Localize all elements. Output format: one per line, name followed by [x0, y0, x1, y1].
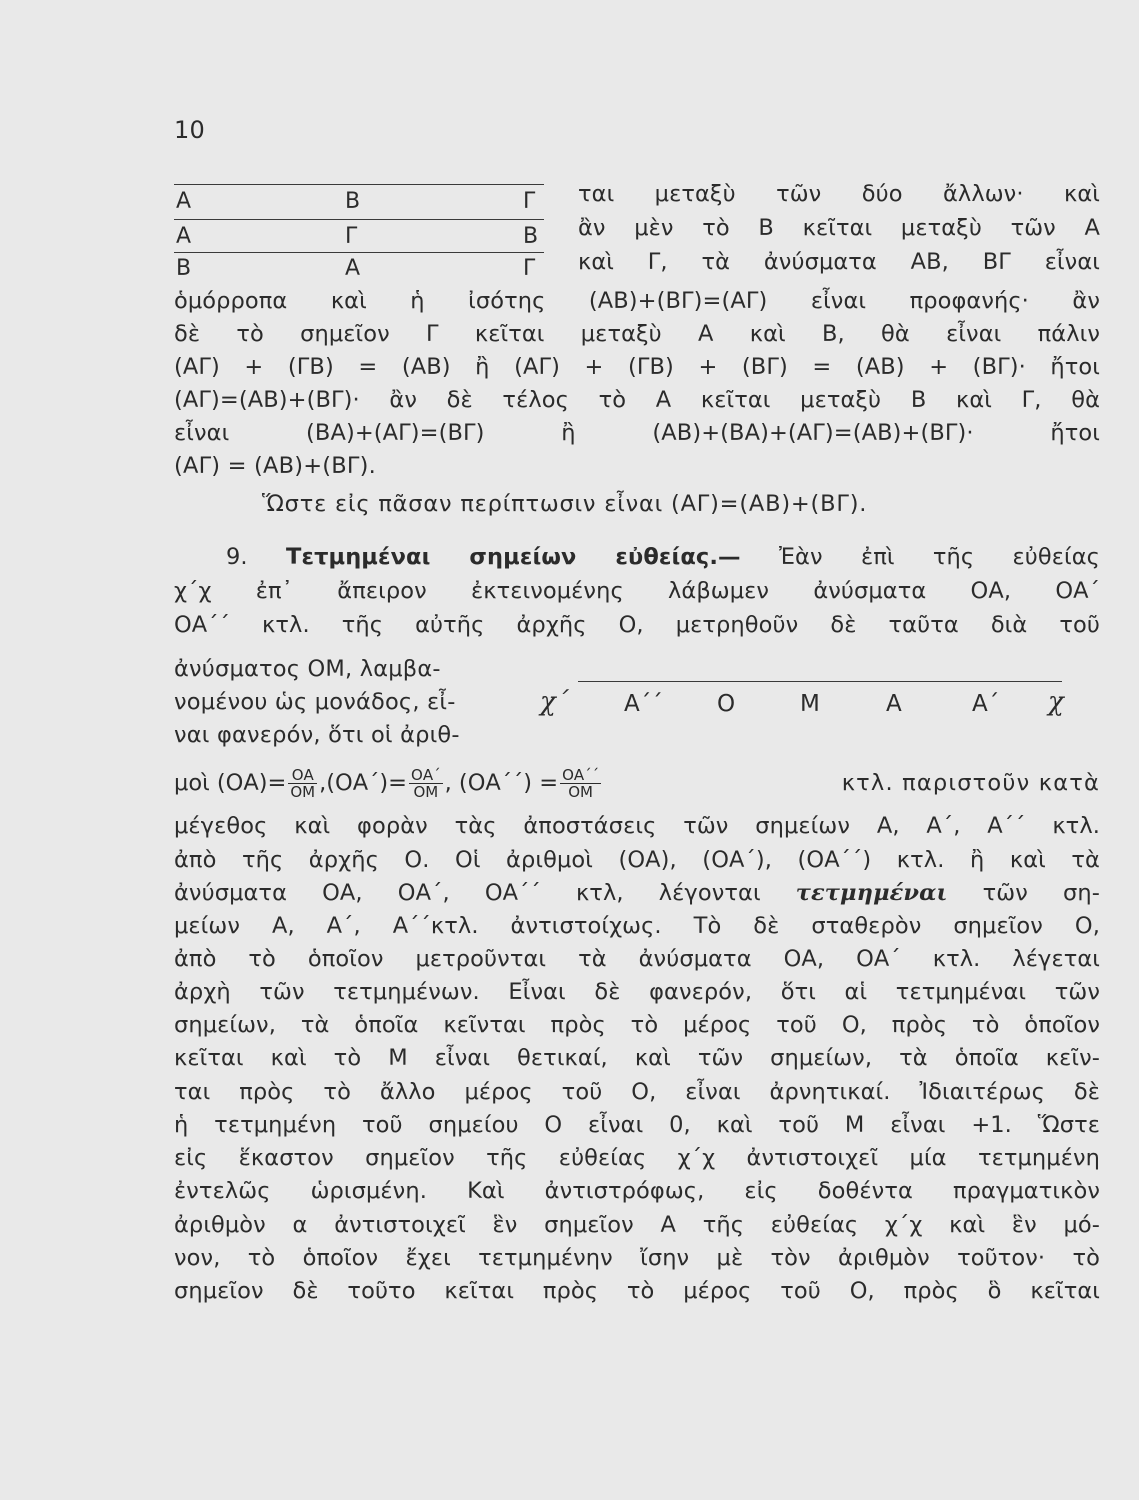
text-line: ἐντελῶς ὡρισμένη. Καὶ ἀντιστρόφως, εἰς δοθέντα πραγματικὸν	[174, 1178, 1100, 1204]
diagram-label: Γ	[523, 256, 536, 281]
section-9-first-line	[226, 543, 1100, 571]
fraction-denominator: ΟΜ	[413, 783, 439, 801]
formula-text: ,(ΟΑ΄)=	[319, 770, 408, 796]
text-line: εἶναι (ΒΑ)+(ΑΓ)=(ΒΓ) ἢ (ΑΒ)+(ΒΑ)+(ΑΓ)=(ΑΒ)+(ΒΓ)· ἤτοι	[174, 420, 1100, 446]
text-line: καὶ Γ, τὰ ἀνύσματα ΑΒ, ΒΓ εἶναι	[578, 249, 1100, 275]
text-line: κεῖται καὶ τὸ Μ εἶναι θετικαί, καὶ τῶν σημείων, τὰ ὁποῖα κεῖν-	[174, 1045, 1100, 1071]
text-line: (ΑΓ) + (ΓΒ) = (ΑΒ) ἢ (ΑΓ) + (ΓΒ) + (ΒΓ) = (ΑΒ) + (ΒΓ)· ἤτοι	[174, 354, 1100, 380]
text-line: μέγεθος καὶ φορὰν τὰς ἀποστάσεις τῶν σημείων Α, Α΄, Α΄΄ κτλ.	[174, 813, 1100, 839]
axis-label: Α	[886, 691, 902, 717]
section-number: 9.	[226, 544, 248, 570]
diagram-line-1	[174, 184, 544, 185]
fraction-denominator: ΟΜ	[290, 783, 316, 801]
diagram-label: Γ	[523, 189, 536, 214]
diagram-label: Β	[345, 189, 361, 214]
text-line: ται πρὸς τὸ ἄλλο μέρος τοῦ Ο, εἶναι ἀρνητικαί. Ἰδιαιτέρως δὲ	[174, 1079, 1100, 1105]
axis-label: Μ	[800, 691, 820, 717]
section-heading: Τετμημέναι σημείων εὐθείας.—	[286, 544, 741, 570]
diagram-label: Α	[345, 256, 361, 281]
diagram-label: Α	[176, 224, 192, 249]
formula-text: , (ΟΑ΄΄) =	[444, 770, 559, 796]
text-line: εἰς ἕκαστον σημεῖον τῆς εὐθείας χ΄χ ἀντιστοιχεῖ μία τετμημένη	[174, 1145, 1100, 1171]
fraction-denominator: ΟΜ	[568, 783, 593, 801]
text-line: (ΑΓ)=(ΑΒ)+(ΒΓ)· ἂν δὲ τέλος τὸ Α κεῖται μεταξὺ Β καὶ Γ, θὰ	[174, 387, 1100, 413]
fraction-numerator: ΟΑ΄΄	[562, 766, 600, 784]
text-line: (ΑΓ) = (ΑΒ)+(ΒΓ).	[174, 453, 376, 479]
section-text: Ἐὰν ἐπὶ τῆς εὐθείας	[778, 544, 1100, 570]
text-line: σημείων, τὰ ὁποῖα κεῖνται πρὸς τὸ μέρος τοῦ Ο, πρὸς τὸ ὁποῖον	[174, 1012, 1100, 1038]
text-line: νον, τὸ ὁποῖον ἔχει τετμημένην ἴσην μὲ τὸν ἀριθμὸν τοῦτον· τὸ	[174, 1245, 1100, 1271]
term-line	[174, 879, 1100, 907]
text-line: δὲ τὸ σημεῖον Γ κεῖται μεταξὺ Α καὶ Β, θὰ εἶναι πάλιν	[174, 321, 1100, 347]
axis-label: χ΄	[540, 687, 569, 717]
text-line: ἡ τετμημένη τοῦ σημείου Ο εἶναι 0, καὶ τοῦ Μ εἶναι +1. Ὥστε	[174, 1112, 1100, 1138]
fraction	[560, 767, 601, 800]
text-line: ἀριθμὸν α ἀντιστοιχεῖ ἓν σημεῖον Α τῆς εὐθείας χ΄χ καὶ ἓν μό-	[174, 1212, 1100, 1238]
text-line: σημεῖον δὲ τοῦτο κεῖται πρὸς τὸ μέρος τοῦ Ο, πρὸς ὃ κεῖται	[174, 1278, 1100, 1304]
formula-text: μοὶ (ΟΑ)=	[174, 770, 287, 796]
fraction	[288, 767, 317, 800]
text-line: ἀπὸ τὸ ὁποῖον μετροῦνται τὰ ἀνύσματα ΟΑ, ΟΑ΄ κτλ. λέγεται	[174, 946, 1100, 972]
axis-line	[578, 681, 1062, 682]
term-emphasis: τετμημέναι	[795, 880, 948, 906]
text-span: τῶν ση-	[982, 880, 1100, 906]
text-line: νομένου ὡς μονάδος, εἶ-	[174, 689, 456, 715]
text-line: μείων Α, Α΄, Α΄΄κτλ. ἀντιστοίχως. Τὸ δὲ σταθερὸν σημεῖον Ο,	[174, 913, 1100, 939]
fraction-numerator: ΟΑ΄	[411, 766, 441, 784]
diagram-label: Β	[523, 224, 539, 249]
diagram-label: Β	[176, 256, 192, 281]
text-span: ἀνύσματα ΟΑ, ΟΑ΄, ΟΑ΄΄ κτλ, λέγονται	[174, 880, 761, 906]
text-line: ὁμόρροπα καὶ ἡ ἰσότης (ΑΒ)+(ΒΓ)=(ΑΓ) εἶναι προφανής· ἂν	[174, 288, 1100, 314]
diagram-label: Γ	[345, 224, 358, 249]
text-line: ΟΑ΄΄ κτλ. τῆς αὐτῆς ἀρχῆς Ο, μετρηθοῦν δὲ ταῦτα διὰ τοῦ	[174, 612, 1100, 638]
diagram-line-2	[174, 219, 544, 220]
fraction	[409, 767, 443, 800]
axis-label: Ο	[717, 691, 736, 717]
page-number: 10	[174, 116, 205, 144]
conclusion-line: Ὥστε εἰς πᾶσαν περίπτωσιν εἶναι (ΑΓ)=(ΑΒ)+(ΒΓ).	[262, 491, 868, 517]
text-line: ἂν μὲν τὸ Β κεῖται μεταξὺ τῶν Α	[578, 215, 1100, 241]
text-line: ται μεταξὺ τῶν δύο ἄλλων· καὶ	[578, 181, 1100, 207]
diagram-label: Α	[176, 189, 192, 214]
formula-line	[174, 761, 1100, 805]
text-line: ναι φανερόν, ὅτι οἱ ἀριθ-	[174, 722, 460, 748]
formula-text: κτλ. παριστοῦν κατὰ	[841, 770, 1100, 796]
text-line: ἀπὸ τῆς ἀρχῆς Ο. Οἱ ἀριθμοὶ (ΟΑ), (ΟΑ΄), (ΟΑ΄΄) κτλ. ἢ καὶ τὰ	[174, 847, 1100, 873]
text-line: ἀνύσματος ΟΜ, λαμβα-	[174, 656, 441, 682]
axis-label: χ	[1048, 687, 1064, 717]
text-line: χ΄χ ἐπ᾽ ἄπειρον ἐκτεινομένης λάβωμεν ἀνύσματα ΟΑ, ΟΑ΄	[174, 578, 1100, 604]
axis-label: Α΄΄	[624, 691, 663, 717]
axis-label: Α΄	[972, 691, 1000, 717]
text-line: ἀρχὴ τῶν τετμημένων. Εἶναι δὲ φανερόν, ὅτι αἱ τετμημέναι τῶν	[174, 979, 1100, 1005]
diagram-line-3	[174, 252, 544, 253]
fraction-numerator: ΟΑ	[288, 767, 317, 784]
